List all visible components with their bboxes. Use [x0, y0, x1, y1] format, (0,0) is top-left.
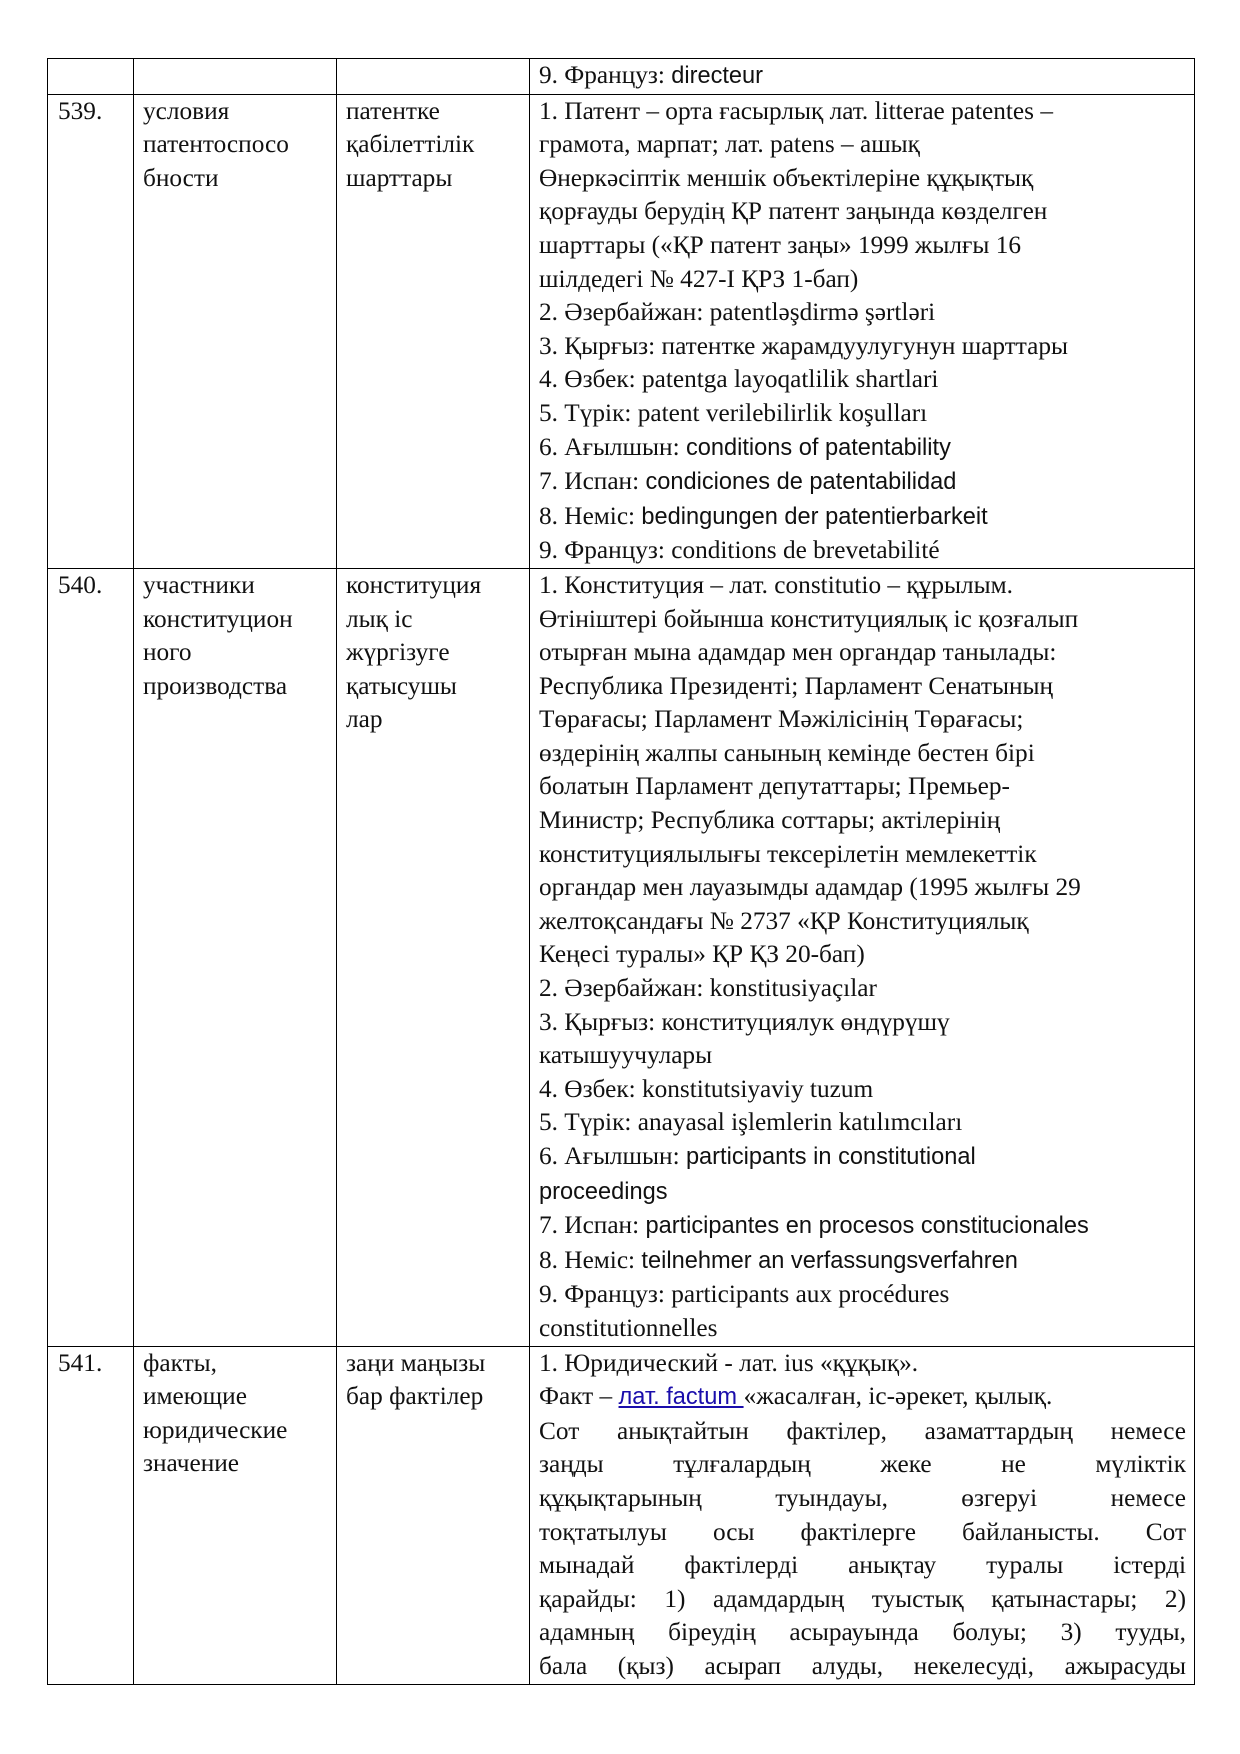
definition-line: адамның біреудің асырауында болуы; 3) тууды, [539, 1618, 1186, 1647]
definition-line: Өтініштері бойынша конституциялық іс қозғалып [539, 604, 1079, 633]
kazakh-term-line: шарттары [346, 163, 453, 192]
russian-term-line: конституцион [143, 604, 293, 633]
latin-factum-link[interactable]: лат. factum [618, 1384, 744, 1411]
definition-line: желтоқсандағы № 2737 «ҚР Конституциялық [539, 906, 1029, 935]
foreign-term: participants in constitutional [685, 1144, 976, 1170]
definition-cell [530, 1346, 1195, 1684]
russian-term-line: ного [143, 638, 192, 667]
definition-line: катышуучулары [539, 1041, 713, 1070]
kazakh-term-cell [337, 1346, 530, 1684]
russian-term-line: значение [143, 1449, 239, 1478]
kazakh-term-cell [337, 59, 530, 95]
definition-line: Төрағасы; Парламент Мәжілісінің Төрағасы; [539, 705, 1024, 734]
entry-number-cell [48, 1346, 134, 1684]
entry-number-cell [48, 59, 134, 95]
russian-term-line: производства [143, 671, 288, 700]
definition-line: органдар мен лауазымды адамдар (1995 жылғы 29 [539, 873, 1081, 902]
definition-line: шілдедегі № 427-I ҚРЗ 1-бап) [539, 264, 859, 293]
russian-term-line: патентоспосо [143, 130, 289, 159]
russian-term-line: условия [143, 96, 230, 125]
definition-line: шарттары («ҚР патент заңы» 1999 жылғы 16 [539, 230, 1022, 259]
russian-term-cell [134, 94, 337, 568]
russian-term-line: участники [143, 570, 255, 599]
foreign-term: condiciones de patentabilidad [645, 469, 957, 496]
definition-line: 4. Өзбек: konstitutsiyaviy tuzum [539, 1074, 874, 1103]
definition-cell [530, 568, 1195, 1346]
definition-line: 6. Ағылшын: conditions of patentability [539, 432, 951, 461]
definition-line: 9. Француз: directeur [539, 61, 764, 89]
definition-line: мынадай фактілерді анықтау туралы істерді [539, 1551, 1186, 1580]
table-row [48, 568, 1195, 1346]
definition-line: 5. Түрік: anayasal işlemlerin katılımcıları [539, 1108, 963, 1137]
definition-line: 8. Неміс: bedingungen der patentierbarkeit [539, 501, 988, 530]
definition-line: Кеңесі туралы» ҚР ҚЗ 20-бап) [539, 940, 865, 969]
kazakh-term-line: жүргізуге [346, 638, 450, 667]
definition-line: 1. Юридический - лат. ius «құқық». [539, 1348, 919, 1377]
russian-term-line: бности [143, 163, 219, 192]
definition-line: 2. Әзербайжан: patentləşdirmə şərtləri [539, 298, 936, 327]
definition-line: 3. Қырғыз: конституциялук өндүрүшү [539, 1007, 950, 1036]
definition-line: тоқтатылуы осы фактілерге байланысты. Сот [539, 1517, 1186, 1546]
russian-term-line: имеющие [143, 1382, 247, 1411]
definition-line: 1. Патент – орта ғасырлық лат. litterae patentes – [539, 96, 1053, 125]
entry-number-cell [48, 568, 134, 1346]
definition-line: Сот анықтайтын фактілер, азаматтардың немесе [539, 1416, 1186, 1445]
foreign-term: participantes en procesos constitucionales [645, 1213, 1089, 1240]
kazakh-term-line: лық іс [346, 604, 413, 633]
kazakh-term-line: патентке [346, 96, 440, 125]
definition-line: болатын Парламент депутаттары; Премьер- [539, 772, 1010, 801]
entry-number-cell [48, 94, 134, 568]
kazakh-term-line: қабілеттілік [346, 130, 475, 159]
entry-number: 541. [58, 1348, 103, 1377]
definition-line: грамота, марпат; лат. patens – ашық [539, 130, 920, 159]
definition-line: 9. Француз: participants aux procédures [539, 1280, 950, 1309]
table-row [48, 59, 1195, 95]
kazakh-term-line: қатысушы [346, 671, 457, 700]
foreign-term: directeur [671, 63, 764, 89]
definition-line: 3. Қырғыз: патентке жарамдуулугунун шарттары [539, 331, 1069, 360]
table-row [48, 94, 1195, 568]
russian-term-cell [134, 568, 337, 1346]
foreign-term: proceedings [539, 1178, 668, 1205]
definition-cell [530, 94, 1195, 568]
definition-line: бала (қыз) асырап алуды, некелесуді, ажырасуды [539, 1651, 1186, 1680]
definition-line: өздерінің жалпы санының кемінде бестен бірі [539, 738, 1035, 767]
kazakh-term-cell [337, 568, 530, 1346]
definition-line: конституциялылығы тексерілетін мемлекеттік [539, 839, 1037, 868]
definition-line: қорғауды берудің ҚР патент заңында көзделген [539, 197, 1048, 226]
table-row [48, 1346, 1195, 1684]
definition-line: Министр; Республика соттары; актілерінің [539, 806, 1001, 835]
definition-line: 7. Испан: condiciones de patentabilidad [539, 467, 957, 496]
definition-line: 2. Әзербайжан: konstitusiyaçılar [539, 974, 877, 1003]
definition-line: отырған мына адамдар мен органдар танылады: [539, 638, 1057, 667]
definition-line: Факт – лат. factum «жасалған, іс-әрекет, қылық. [539, 1382, 1053, 1411]
definition-line: 9. Француз: conditions de brevetabilité [539, 536, 940, 565]
definition-line: Республика Президенті; Парламент Сенатының [539, 671, 1054, 700]
definition-line: қарайды: 1) адамдардың туыстық қатынастары; 2) [539, 1584, 1186, 1613]
russian-term-cell [134, 59, 337, 95]
kazakh-term-line: заңи маңызы [346, 1348, 486, 1377]
russian-term-cell [134, 1346, 337, 1684]
definition-line: заңды тұлғалардың жеке не мүліктік [539, 1450, 1186, 1479]
entry-number: 540. [58, 570, 103, 599]
foreign-term: conditions of patentability [685, 434, 951, 461]
kazakh-term-cell [337, 94, 530, 568]
entry-number: 539. [58, 96, 103, 125]
definition-line: 8. Неміс: teilnehmer an verfassungsverfahren [539, 1245, 1018, 1274]
definition-line: Өнеркәсіптік меншік объектілеріне құқықтық [539, 163, 1034, 192]
foreign-term: teilnehmer an verfassungsverfahren [641, 1247, 1018, 1274]
kazakh-term-line: бар фактілер [346, 1382, 484, 1411]
dictionary-table [47, 58, 1195, 1685]
definition-line: 1. Конституция – лат. constitutio – құрылым. [539, 570, 1013, 599]
document-page [47, 58, 1194, 1685]
definition-cell [530, 59, 1195, 95]
russian-term-line: факты, [143, 1348, 217, 1377]
foreign-term: bedingungen der patentierbarkeit [641, 503, 988, 530]
definition-line: 7. Испан: participantes en procesos constitucionales [539, 1211, 1089, 1240]
definition-line: 5. Түрік: patent verilebilirlik koşulları [539, 398, 928, 427]
kazakh-term-line: лар [346, 705, 383, 734]
definition-line [539, 1175, 1186, 1210]
definition-line: constitutionnelles [539, 1313, 718, 1342]
kazakh-term-line: конституция [346, 570, 482, 599]
definition-line: құқықтарының туындауы, өзгеруі немесе [539, 1483, 1186, 1512]
dictionary-table-body [48, 59, 1195, 1685]
russian-term-line: юридические [143, 1415, 288, 1444]
definition-line: 4. Өзбек: patentga layoqatlilik shartlari [539, 365, 939, 394]
definition-line: 6. Ағылшын: participants in constitutional [539, 1142, 976, 1170]
